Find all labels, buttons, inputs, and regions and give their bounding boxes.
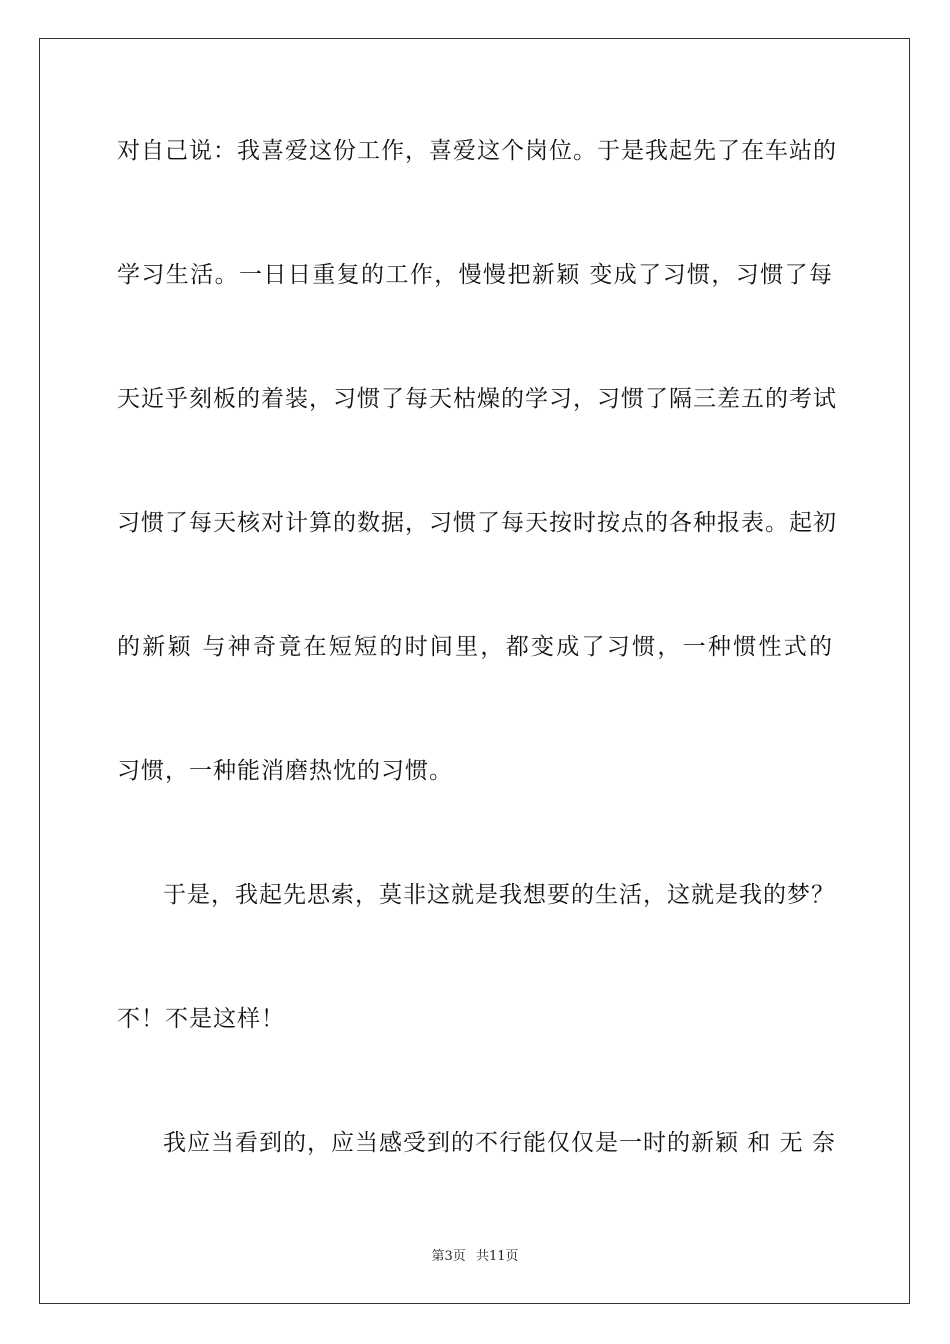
page-number: 第3页 (431, 1249, 466, 1264)
paragraph-line: 习惯，一种能消磨热忱的习惯。 (117, 758, 453, 784)
paragraph-line: 习惯了每天核对计算的数据，习惯了每天按时按点的各种报表。起初 (117, 510, 837, 536)
paragraph-line: 的新颖 与神奇竟在短短的时间里，都变成了习惯，一种惯性式的 (117, 634, 833, 660)
paragraph-line: 我应当看到的，应当感受到的不行能仅仅是一时的新颖 和 无 奈 (163, 1130, 836, 1156)
page-total: 共11页 (475, 1249, 519, 1264)
paragraph-line: 不！不是这样！ (117, 1006, 285, 1032)
paragraph-line: 对自己说：我喜爱这份工作，喜爱这个岗位。于是我起先了在车站的 (117, 138, 837, 164)
paragraph-line: 学习生活。一日日重复的工作，慢慢把新颖 变成了习惯，习惯了每 (117, 262, 833, 288)
page-footer (0, 1249, 950, 1265)
paragraph-line: 天近乎刻板的着装，习惯了每天枯燥的学习，习惯了隔三差五的考试 (117, 386, 837, 412)
paragraph-line: 于是，我起先思索，莫非这就是我想要的生活，这就是我的梦？ (163, 882, 835, 908)
page-border (39, 38, 910, 1304)
